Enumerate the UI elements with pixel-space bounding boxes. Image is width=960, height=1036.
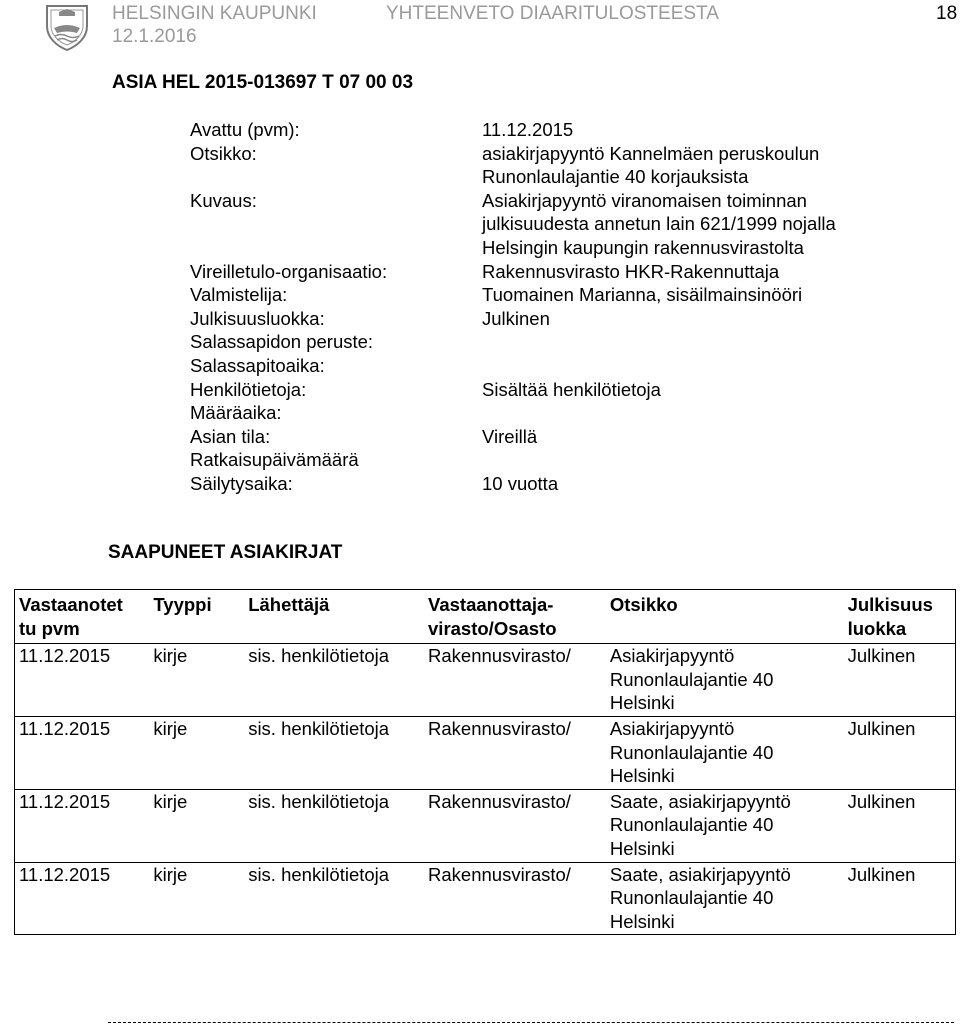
metadata-label: Kuvaus: (190, 189, 257, 211)
metadata-value (482, 307, 910, 331)
column-header-line: tu pvm (19, 617, 80, 639)
cell-received-date-text: 11.12.2015 (19, 790, 111, 812)
metadata-label: Salassapidon peruste: (190, 331, 374, 353)
cell-received-date (15, 644, 150, 717)
metadata-value (482, 118, 910, 142)
table-row (15, 789, 956, 862)
table-header-row (15, 590, 956, 644)
cell-publicity-text: Julkinen (847, 645, 916, 667)
cell-subject-line: Helsinki (609, 765, 675, 787)
metadata-value (482, 142, 910, 189)
cell-sender (244, 644, 424, 717)
cell-type (149, 716, 244, 789)
cell-type-text: kirje (153, 645, 188, 667)
metadata-value (482, 189, 910, 260)
cell-sender (244, 862, 424, 935)
metadata-value-line: 11.12.2015 (482, 119, 574, 140)
case-id: ASIA HEL 2015-013697 T 07 00 03 (112, 72, 414, 93)
metadata-label: Ratkaisupäivämäärä (190, 449, 359, 471)
cell-subject-line: Helsinki (609, 837, 675, 859)
cell-subject (606, 716, 844, 789)
cell-sender-text: sis. henkilötietoja (248, 717, 390, 739)
cell-receiver (424, 862, 606, 935)
metadata-value (482, 448, 910, 472)
metadata-value-line: Tuomainen Marianna, sisäilmainsinööri (482, 284, 803, 306)
metadata-label: Henkilötietoja: (190, 378, 307, 400)
metadata-label: Otsikko: (190, 142, 257, 164)
cell-sender (244, 789, 424, 862)
column-header-line: virasto/Osasto (428, 617, 557, 639)
metadata-value-line: julkisuudesta annetun lain 621/1999 nojalla (482, 213, 836, 235)
cell-receiver-text: Rakennusvirasto/ (428, 717, 571, 739)
column-header-line: Otsikko (609, 594, 678, 615)
cell-receiver (424, 789, 606, 862)
cell-type (149, 862, 244, 935)
organization-name: HELSINGIN KAUPUNKI (112, 3, 317, 24)
metadata-label: Säilytysaika: (190, 472, 293, 494)
metadata-row (190, 307, 910, 331)
cell-publicity-text: Julkinen (847, 717, 916, 739)
metadata-value-line: asiakirjapyyntö Kannelmäen peruskoulun (482, 142, 820, 164)
metadata-row (190, 448, 910, 472)
metadata-value-line: Sisältää henkilötietoja (482, 378, 661, 400)
cell-type-text: kirje (153, 790, 188, 812)
cell-receiver (424, 716, 606, 789)
metadata-value (482, 260, 910, 284)
metadata-label: Määräaika: (190, 402, 282, 424)
column-header-line: Julkisuus (847, 594, 933, 615)
metadata-row (190, 472, 910, 496)
column-header-publicity (844, 590, 956, 644)
cell-receiver-text: Rakennusvirasto/ (428, 790, 571, 812)
cell-type-text: kirje (153, 717, 188, 739)
cell-subject-line: Runonlaulajantie 40 (609, 668, 774, 690)
footer-divider (108, 1022, 954, 1023)
metadata-row (190, 142, 910, 189)
metadata-row (190, 260, 910, 284)
metadata-label: Valmistelija: (190, 284, 288, 306)
cell-subject (606, 644, 844, 717)
column-header-line: Lähettäjä (248, 594, 330, 615)
cell-subject-line: Saate, asiakirjapyyntö (609, 790, 791, 812)
cell-received-date (15, 716, 150, 789)
received-documents-table (14, 589, 956, 935)
metadata-row (190, 378, 910, 402)
cell-publicity-text: Julkinen (847, 863, 916, 885)
column-header-type (149, 590, 244, 644)
cell-publicity-text: Julkinen (847, 790, 916, 812)
column-header-subject (606, 590, 844, 644)
metadata-row (190, 283, 910, 307)
column-header-receiver (424, 590, 606, 644)
table-row (15, 716, 956, 789)
metadata-value-line: Vireillä (482, 425, 538, 447)
cell-subject-line: Saate, asiakirjapyyntö (609, 863, 791, 885)
metadata-value-line: Helsingin kaupungin rakennusvirastolta (482, 236, 804, 258)
document-title: YHTEENVETO DIAARITULOSTEESTA (386, 3, 719, 24)
metadata-value-line: Asiakirjapyyntö viranomaisen toiminnan (482, 189, 807, 211)
metadata-row (190, 189, 910, 260)
cell-subject-line: Asiakirjapyyntö (609, 645, 735, 667)
metadata-value (482, 401, 910, 425)
case-metadata (190, 118, 910, 496)
cell-subject-line: Asiakirjapyyntö (609, 717, 735, 739)
cell-subject (606, 862, 844, 935)
table-row (15, 862, 956, 935)
cell-received-date-text: 11.12.2015 (19, 863, 111, 885)
metadata-value (482, 472, 910, 496)
metadata-label: Asian tila: (190, 425, 271, 447)
cell-publicity (844, 862, 956, 935)
page-number: 18 (936, 3, 958, 24)
helsinki-coat-of-arms-logo (42, 2, 92, 52)
cell-received-date (15, 789, 150, 862)
cell-type (149, 644, 244, 717)
cell-received-date (15, 862, 150, 935)
print-date: 12.1.2016 (112, 26, 197, 47)
metadata-label: Avattu (pvm): (190, 119, 300, 140)
metadata-label: Vireilletulo-organisaatio: (190, 260, 388, 282)
metadata-value-line: 10 vuotta (482, 472, 559, 494)
cell-publicity (844, 716, 956, 789)
metadata-row (190, 425, 910, 449)
cell-received-date-text: 11.12.2015 (19, 717, 111, 739)
column-header-line: Vastaanotet (19, 594, 123, 615)
cell-subject (606, 789, 844, 862)
column-header-line: Tyyppi (153, 594, 212, 615)
metadata-value (482, 330, 910, 354)
table-row (15, 644, 956, 717)
metadata-value (482, 425, 910, 449)
cell-subject-line: Helsinki (609, 692, 675, 714)
column-header-line: Vastaanottaja- (428, 594, 554, 615)
column-header-sender (244, 590, 424, 644)
metadata-row (190, 401, 910, 425)
cell-sender (244, 716, 424, 789)
cell-subject-line: Runonlaulajantie 40 (609, 887, 774, 909)
cell-subject-line: Runonlaulajantie 40 (609, 741, 774, 763)
metadata-value (482, 378, 910, 402)
metadata-value-line: Runonlaulajantie 40 korjauksista (482, 166, 749, 188)
metadata-value-line: Julkinen (482, 307, 550, 329)
metadata-value (482, 354, 910, 378)
metadata-row (190, 354, 910, 378)
cell-sender-text: sis. henkilötietoja (248, 863, 390, 885)
section-title: SAAPUNEET ASIAKIRJAT (108, 542, 343, 563)
cell-sender-text: sis. henkilötietoja (248, 790, 390, 812)
cell-receiver-text: Rakennusvirasto/ (428, 863, 571, 885)
cell-receiver (424, 644, 606, 717)
cell-receiver-text: Rakennusvirasto/ (428, 645, 571, 667)
metadata-value-line: Rakennusvirasto HKR-Rakennuttaja (482, 260, 780, 282)
column-header-received-date (15, 590, 150, 644)
cell-sender-text: sis. henkilötietoja (248, 645, 390, 667)
cell-subject-line: Runonlaulajantie 40 (609, 814, 774, 836)
cell-received-date-text: 11.12.2015 (19, 645, 111, 667)
metadata-label: Julkisuusluokka: (190, 307, 325, 329)
cell-type-text: kirje (153, 863, 188, 885)
cell-publicity (844, 644, 956, 717)
cell-type (149, 789, 244, 862)
metadata-label: Salassapitoaika: (190, 354, 325, 376)
cell-publicity (844, 789, 956, 862)
metadata-value (482, 283, 910, 307)
metadata-row (190, 118, 910, 142)
cell-subject-line: Helsinki (609, 910, 675, 932)
metadata-row (190, 330, 910, 354)
column-header-line: luokka (847, 617, 907, 639)
